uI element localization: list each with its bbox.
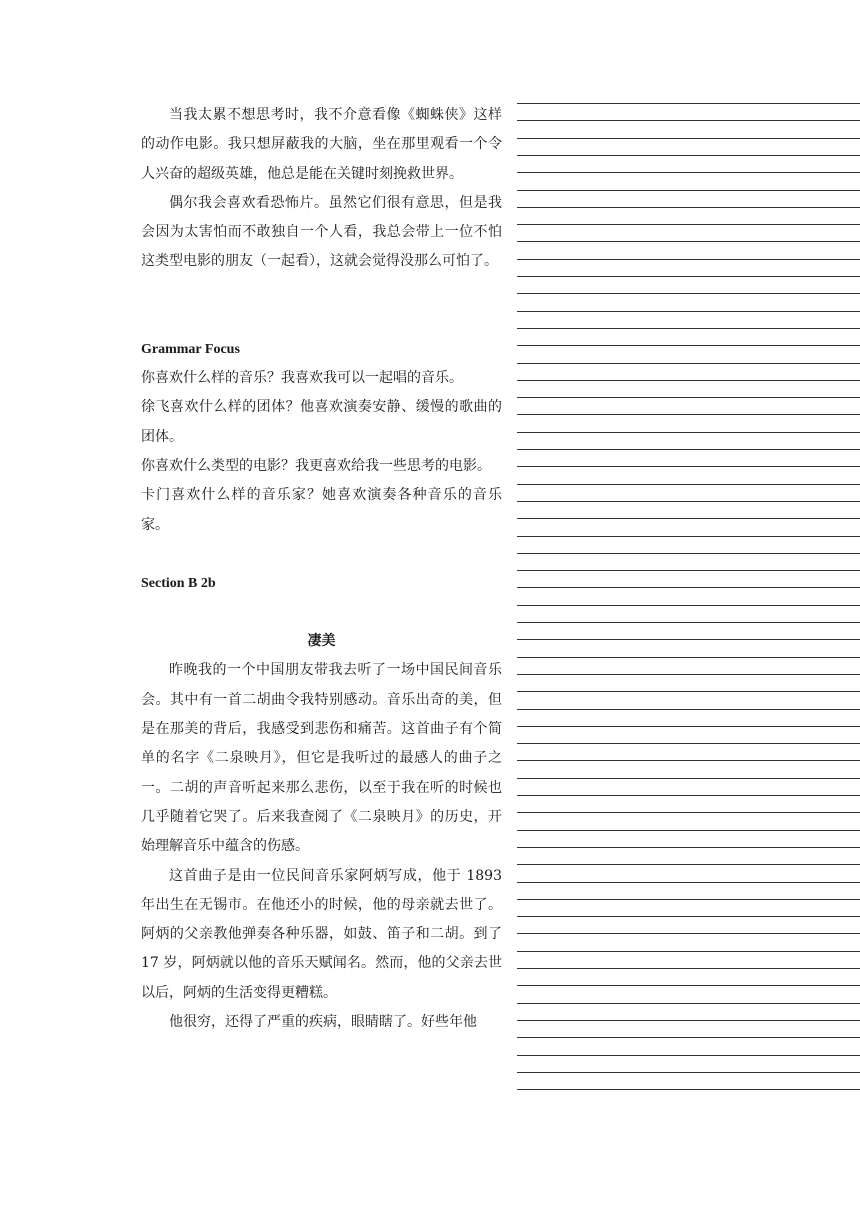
paragraph-erhu-concert: 昨晚我的一个中国朋友带我去听了一场中国民间音乐会。其中有一首二胡曲令我特别感动。音乐出奇的美，但是在那美的背后，我感受到悲伤和痛苦。这首曲子有个简单的名字《二泉映月》，但它是我听过的最感人的曲子之一。二胡的声音听起来那么悲伤，以至于我在听的时候也几乎随着它哭了。后来我查阅了《二泉映月》的历史，开始理解音乐中蕴含的伤感。 <box>141 662 502 855</box>
note-line <box>517 536 860 537</box>
note-line <box>517 812 860 813</box>
note-line <box>517 1037 860 1038</box>
note-line <box>517 760 860 761</box>
note-line <box>517 916 860 917</box>
spacer <box>141 277 502 306</box>
note-line <box>517 674 860 675</box>
note-line <box>517 501 860 502</box>
note-line <box>517 414 860 415</box>
note-line <box>517 1020 860 1021</box>
note-line <box>517 293 860 294</box>
note-line <box>517 587 860 588</box>
paragraph-abing-illness: 他很穷，还得了严重的疾病，眼睛瞎了。好些年他 <box>169 1014 477 1031</box>
note-line <box>517 380 860 381</box>
note-line <box>517 207 860 208</box>
note-line <box>517 432 860 433</box>
spacer <box>141 598 502 627</box>
note-line <box>517 276 860 277</box>
spacer <box>141 540 502 569</box>
grammar-focus-line: 徐飞喜欢什么样的团体？他喜欢演奏安静、缓慢的歌曲的团体。 <box>141 399 502 445</box>
note-line <box>517 882 860 883</box>
note-line <box>517 397 860 398</box>
note-line <box>517 1072 860 1073</box>
note-line <box>517 933 860 934</box>
note-line <box>517 172 860 173</box>
note-line <box>517 259 860 260</box>
note-line <box>517 864 860 865</box>
note-line <box>517 657 860 658</box>
note-line <box>517 138 860 139</box>
note-line <box>517 622 860 623</box>
note-line <box>517 847 860 848</box>
note-line <box>517 328 860 329</box>
note-line <box>517 709 860 710</box>
note-line <box>517 241 860 242</box>
section-b-heading: Section B 2b <box>141 575 216 591</box>
note-line <box>517 155 860 156</box>
grammar-focus-line: 卡门喜欢什么样的音乐家？她喜欢演奏各种音乐的音乐家。 <box>141 487 502 533</box>
note-line <box>517 449 860 450</box>
note-line <box>517 1089 860 1090</box>
note-line <box>517 1003 860 1004</box>
document-text-column <box>141 101 502 1037</box>
note-line <box>517 778 860 779</box>
note-line <box>517 830 860 831</box>
note-line <box>517 605 860 606</box>
note-line <box>517 968 860 969</box>
article-title: 凄美 <box>307 633 336 650</box>
spacer <box>141 306 502 335</box>
note-line <box>517 951 860 952</box>
note-line <box>517 553 860 554</box>
grammar-focus-heading: Grammar Focus <box>141 341 240 357</box>
note-line <box>517 518 860 519</box>
note-line <box>517 224 860 225</box>
notes-ruled-lines-panel <box>517 103 860 1103</box>
note-line <box>517 120 860 121</box>
note-line <box>517 345 860 346</box>
note-line <box>517 484 860 485</box>
grammar-focus-line: 你喜欢什么类型的电影？我更喜欢给我一些思考的电影。 <box>141 457 491 474</box>
note-line <box>517 570 860 571</box>
paragraph-abing-history: 这首曲子是由一位民间音乐家阿炳写成，他于 1893 年出生在无锡市。在他还小的时候，他的母亲就去世了。阿炳的父亲教他弹奏各种乐器，如鼓、笛子和二胡。到了 17 岁，阿炳就以他的音乐天赋闻名。然而，他的父亲去世以后，阿炳的生活变得更糟糕。 <box>141 867 502 1001</box>
note-line <box>517 639 860 640</box>
note-line <box>517 691 860 692</box>
note-line <box>517 743 860 744</box>
note-line <box>517 311 860 312</box>
note-line <box>517 985 860 986</box>
paragraph-horror-movies: 偶尔我会喜欢看恐怖片。虽然它们很有意思，但是我会因为太害怕而不敢独自一个人看，我总会带上一位不怕这类型电影的朋友（一起看），这就会觉得没那么可怕了。 <box>141 194 502 270</box>
note-line <box>517 726 860 727</box>
note-line <box>517 795 860 796</box>
note-line <box>517 899 860 900</box>
note-line <box>517 363 860 364</box>
grammar-focus-line: 你喜欢什么样的音乐？我喜欢我可以一起唱的音乐。 <box>141 370 463 387</box>
note-line <box>517 466 860 467</box>
note-line <box>517 1055 860 1056</box>
note-line <box>517 103 860 104</box>
note-line <box>517 190 860 191</box>
paragraph-action-movies: 当我太累不想思考时，我不介意看像《蜘蛛侠》这样的动作电影。我只想屏蔽我的大脑，坐在那里观看一个令人兴奋的超级英雄，他总是能在关键时刻挽救世界。 <box>141 107 502 182</box>
